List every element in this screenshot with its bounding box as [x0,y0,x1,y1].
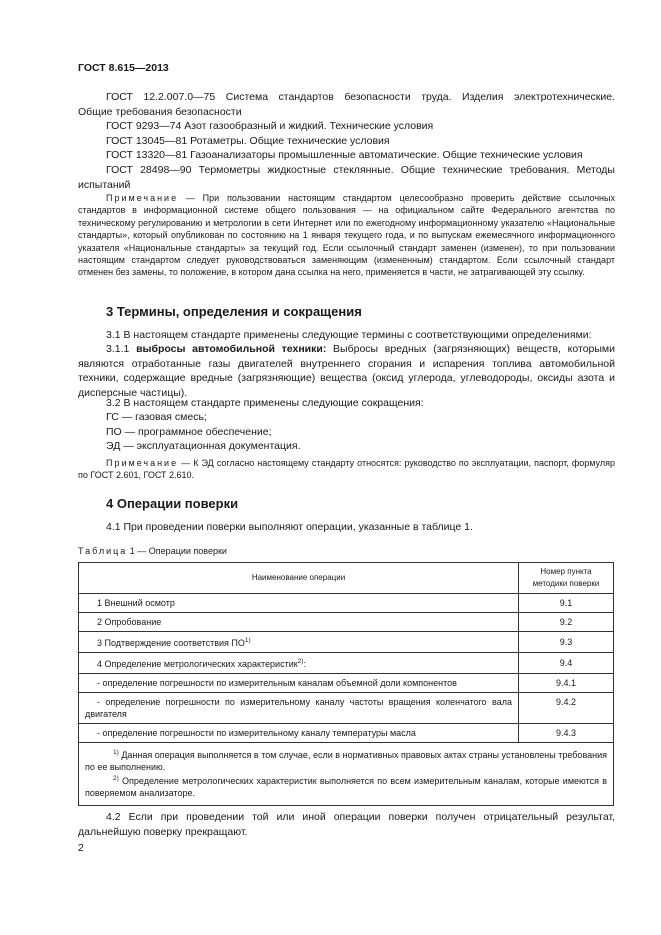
operation-number: 9.4.1 [519,674,614,693]
abbreviation-item: ПО — программное обеспечение; [106,425,272,438]
reference-item [78,148,615,163]
reference-title: Азот газообразный и жидкий. Технические условия [184,120,434,133]
term-definition: Выбросы вредных (загрязняющих) веществ, которыми являются отработанные газы двигателей внутреннего сгорания и испарения топлива автомобильной техники, содержащие вредные (загрязняющие) вещества (оксид углерода, углеводороды, оксиды азота и дисперсные частицы). [78,343,616,399]
operation-number: 9.4 [519,653,614,674]
abbreviation-item: ЭД — эксплуатационная документация. [106,440,301,453]
reference-title: Газоанализаторы промышленные автоматические. Общие технические условия [190,149,583,162]
operation-number: 9.1 [519,594,614,613]
reference-title: Система стандартов безопасности труда. Изделия электротехнические. [225,91,616,103]
table-footnote [85,773,607,799]
paragraph-3-1: 3.1 В настоящем стандарте применены следующие термины с соответствующими определениями: [106,329,592,341]
section-4-title: 4 Операции поверки [106,496,239,511]
clause-number: 3.1.1 [106,343,130,355]
paragraph-4-2: 4.2 Если при проведении той или иной операции поверки получен отрицательный результат, дальнейшую поверку прекращают. [78,811,615,838]
table-header-row [79,563,614,594]
operation-name-tail: : [303,659,306,669]
operation-cell [79,632,519,653]
note-references [78,192,615,279]
reference-item [78,90,615,105]
operation-name: 4 Определение метрологических характеристик [97,659,298,669]
abbreviation-list [78,410,615,454]
note-label: Примечание [106,193,179,203]
reference-title: Термометры жидкостные стеклянные. Общие технические требования. Методы [198,163,615,176]
table-row [79,724,614,743]
table-footnote [85,747,607,773]
reference-code: ГОСТ 13320—81 [106,149,188,162]
operation-cell [79,653,519,674]
reference-code: ГОСТ 12.2.007.0—75 [106,91,216,103]
term: выбросы автомобильной техники: [136,343,327,355]
note-text: — К ЭД согласно настоящему стандарту относятся: руководство по эксплуатации, паспорт, формуляр по ГОСТ 2.601, ГОСТ 2.610. [78,458,615,481]
footnote-mark: 2) [113,775,119,782]
operation-name: 1 Внешний осмотр [79,594,519,613]
normative-references [78,90,615,192]
reference-continuation: испытаний [78,178,131,191]
footnote-text: Определение метрологических характеристик выполняется по всем измерительным каналам, которые имеются в поверяемом анализаторе. [85,776,607,798]
page-number: 2 [78,842,84,854]
operation-name: - определение погрешности по измерительному каналу частоты вращения коленчатого вала двигателя [79,693,519,724]
reference-title: Ротаметры. Общие технические условия [190,134,390,147]
operation-number: 9.4.3 [519,724,614,743]
reference-item [78,163,615,178]
reference-code: ГОСТ 28498—90 [106,163,192,176]
table-row [79,613,614,632]
operation-number: 9.2 [519,613,614,632]
table-footnotes-row [79,743,614,806]
table-caption-label: Таблица [78,546,128,556]
table-row [79,632,614,653]
reference-continuation: Общие требования безопасности [78,105,242,118]
operation-number: 9.4.2 [519,693,614,724]
table-caption [78,546,227,556]
paragraph-3-1-1 [78,342,615,400]
operation-name: - определение погрешности по измерительным каналам объемной доли компонентов [79,674,519,693]
table-row [79,594,614,613]
document-header: ГОСТ 8.615—2013 [78,62,169,74]
paragraph-3-2: 3.2 В настоящем стандарте применены следующие сокращения: [106,397,424,409]
column-header-name: Наименование операции [79,563,519,594]
operation-number: 9.3 [519,632,614,653]
column-header-number: Номер пункта методики поверки [519,563,614,594]
reference-code: ГОСТ 13045—81 [106,134,188,147]
footnote-text: Данная операция выполняется в том случае, если в нормативных правовых актах страны установлены требования по ее выполнению. [85,750,607,772]
table-footnotes [79,743,614,806]
reference-item [78,134,615,149]
table-caption-text: 1 — Операции поверки [127,546,227,556]
footnote-ref: 1) [244,637,251,644]
operation-name: 2 Опробование [79,613,519,632]
reference-item [78,119,615,134]
table-row [79,693,614,724]
paragraph-4-1: 4.1 При проведении поверки выполняют операции, указанные в таблице 1. [106,521,473,533]
reference-code: ГОСТ 9293—74 [106,120,182,133]
note-ed [78,457,615,482]
table-row [79,674,614,693]
operation-name: - определение погрешности по измерительному каналу температуры масла [79,724,519,743]
footnote-mark: 1) [113,749,119,756]
note-label: Примечание [106,458,179,468]
abbreviation-item: ГС — газовая смесь; [106,411,207,423]
table-row [79,653,614,674]
operations-table [78,562,614,806]
section-3-title: 3 Термины, определения и сокращения [106,304,362,319]
operation-name: 3 Подтверждение соответствия ПО [97,638,245,648]
footnote-ref: 2) [297,658,304,665]
note-text: — При пользовании настоящим стандартом целесообразно проверить действие ссылочных стандартов в информационной системе общего пользования — на официальном сайте Федерального агентства по техническому регулированию и метрологии в сети Интернет или по ежегодному информационному указателю «Национальные стандарты», который опубликован по состоянию на 1 января текущего года, и по выпускам ежемесячного информационного указателя «Национальные стандарты» за текущий год. Если ссылочный стандарт заменен (изменен), то при пользовании настоящим стандартом следует руководствоваться заменяющим (измененным) стандартом. Если ссылочный стандарт отменен без замены, то положение, в котором дана ссылка на него, применяется в части, не затрагивающей эту ссылку. [78,193,615,278]
